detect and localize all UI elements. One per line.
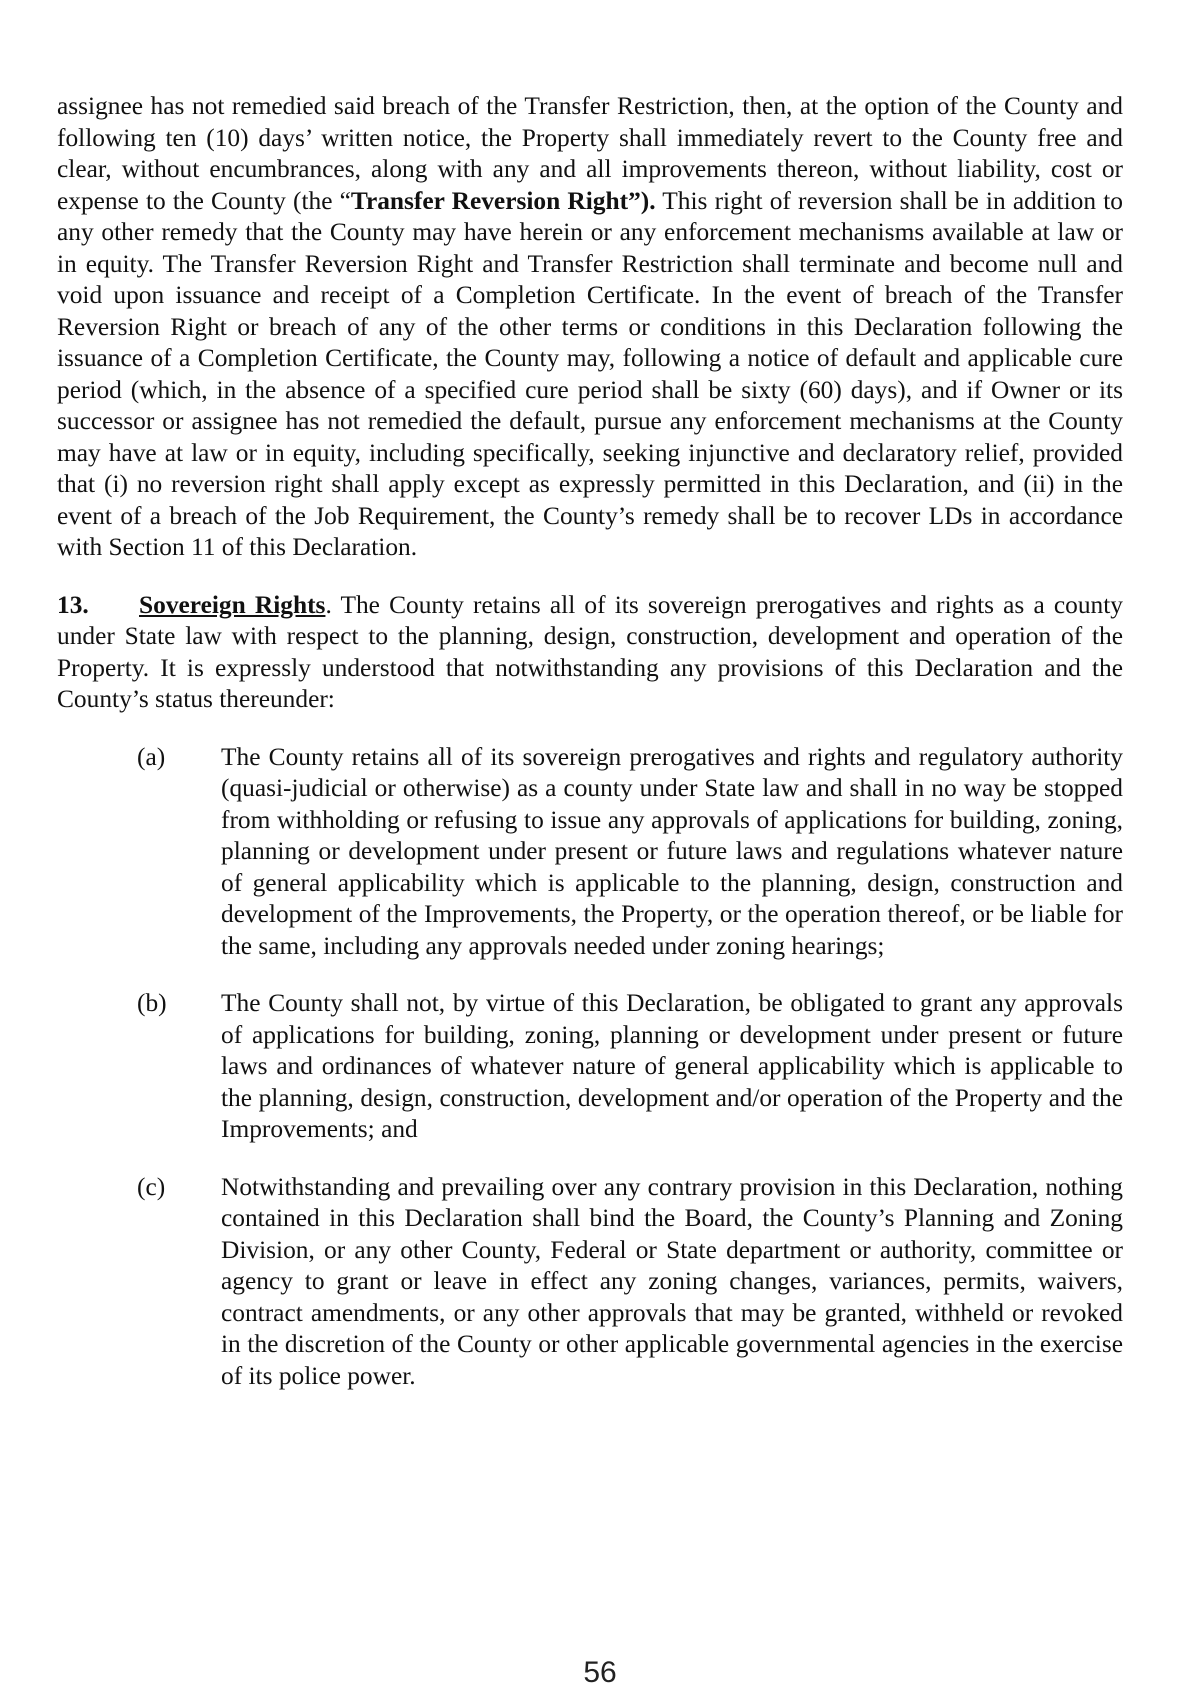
document-page	[57, 91, 1123, 1418]
paragraph-transfer-reversion	[57, 91, 1123, 564]
defined-term-transfer-reversion-right: Transfer Reversion Right	[350, 186, 629, 215]
section-number: 13.	[57, 590, 89, 619]
list-item-b	[137, 988, 1123, 1146]
list-item-a	[137, 742, 1123, 963]
list-item-text: Notwithstanding and prevailing over any contrary provision in this Declaration, nothing contained in this Declaration shall bind the Board, the County’s Planning and Zoning Division, or any other County, Federal or State department or authority, committee or agency to grant or leave in effect any zoning changes, variances, permits, waivers, contract amendments, or any other approvals that may be granted, withheld or revoked in the discretion of the County or other applicable governmental agencies in the exercise of its police power.	[221, 1172, 1123, 1390]
list-item-c	[137, 1172, 1123, 1393]
paragraph-text-part2: This right of reversion shall be in addition to any other remedy that the County may have herein or any enforcement mechanisms available at law or in equity. The Transfer Reversion Right and Transfer Restriction shall terminate and become null and void upon issuance and receipt of a Completion Certificate. In the event of breach of the Transfer Reversion Right or breach of any of the other terms or conditions in this Declaration following the issuance of a Completion Certificate, the County may, following a notice of default and applicable cure period (which, in the absence of a specified cure period shall be sixty (60) days), and if Owner or its successor or assignee has not remedied the default, pursue any enforcement mechanisms at the County may have at law or in equity, including specifically, seeking injunctive and declaratory relief, provided that (i) no reversion right shall apply except as expressly permitted in this Declaration, and (ii) in the event of a breach of the Job Requirement, the County’s remedy shall be to recover LDs in accordance with Section 11 of this Declaration.	[57, 186, 1123, 561]
list-item-label: (a)	[137, 742, 166, 771]
defined-term-close: ”).	[628, 186, 656, 215]
page-number: 56	[583, 1656, 617, 1689]
section-13-intro	[57, 590, 1123, 716]
list-item-text: The County retains all of its sovereign prerogatives and rights and regulatory authority (quasi-judicial or otherwise) as a county under State law and shall in no way be stopped from withholding or refusing to issue any approvals of applications for building, zoning, planning or development under present or future laws and regulations whatever nature of general applicability which is applicable to the planning, design, construction and development of the Improvements, the Property, or the operation thereof, or be liable for the same, including any approvals needed under zoning hearings;	[221, 742, 1123, 960]
list-item-label: (c)	[137, 1172, 166, 1201]
section-13-items	[57, 742, 1123, 1393]
section-title: Sovereign Rights	[139, 590, 326, 619]
paragraph-text-part1: assignee has not remedied said breach of the Transfer Restriction, then, at the option of the County and following ten (10) days’ written notice, the Property shall immediately revert to the County free and clear, without encumbrances, along with any and all improvements thereon, without liability, cost or expense to the County (the “	[57, 92, 1123, 215]
section-intro-text: . The County retains all of its sovereign prerogatives and rights as a county under State law with respect to the planning, design, construction, development and operation of the Property. It is expressly understood that notwithstanding any provisions of this Declaration and the County’s status thereunder:	[57, 590, 1124, 713]
list-item-label: (b)	[137, 989, 167, 1017]
list-item-text: The County shall not, by virtue of this Declaration, be obligated to grant any approvals of applications for building, zoning, planning or development under present or future laws and ordinances of whatever nature of general applicability which is applicable to the planning, design, construction, development and/or operation of the Property and the Improvements; and	[221, 989, 1123, 1143]
